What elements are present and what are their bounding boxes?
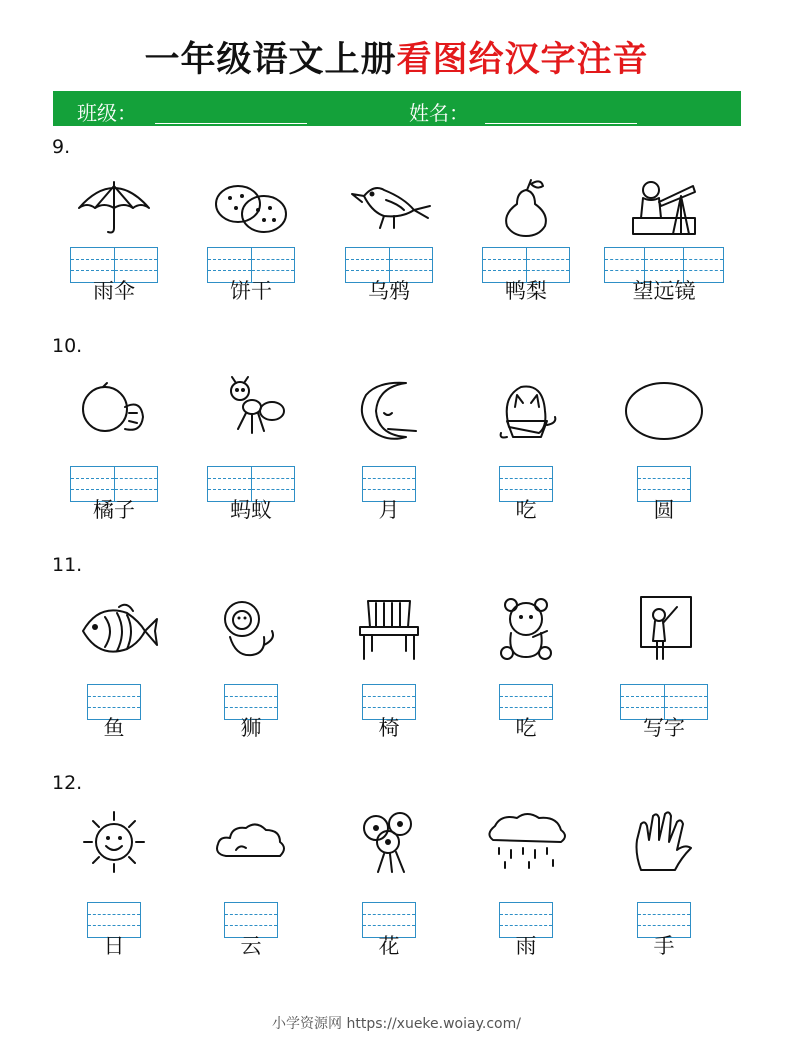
- cat-eating-icon: [481, 377, 571, 439]
- pinyin-cell[interactable]: [500, 685, 552, 719]
- name-label: 姓名：: [409, 101, 469, 125]
- pinyin-cell[interactable]: [88, 685, 140, 719]
- hanzi-word: 椅: [378, 716, 400, 740]
- hanzi-word: 手: [653, 934, 675, 958]
- pinyin-cell[interactable]: [483, 248, 526, 282]
- pinyin-cell[interactable]: [225, 903, 277, 937]
- question-number: 11.: [52, 554, 83, 576]
- hanzi-word: 写字: [643, 716, 685, 740]
- bear-eating-icon: [481, 597, 571, 659]
- pinyin-cell[interactable]: [500, 467, 552, 501]
- hanzi-word: 圆: [653, 498, 675, 522]
- lion-icon: [206, 597, 296, 659]
- pinyin-cell[interactable]: [389, 248, 433, 282]
- flowers-icon: [344, 810, 434, 872]
- pear-icon: [481, 176, 571, 238]
- rain-cloud-icon: [481, 810, 571, 872]
- pinyin-cell[interactable]: [605, 248, 644, 282]
- cloud-icon: [206, 810, 296, 872]
- sun-icon: [69, 810, 159, 872]
- hanzi-word: 鱼: [103, 716, 125, 740]
- hanzi-word: 蚂蚁: [230, 498, 272, 522]
- question-number: 9.: [52, 136, 71, 158]
- title-accent: 看图给汉字注音: [396, 39, 649, 80]
- pinyin-cell[interactable]: [88, 903, 140, 937]
- pinyin-cell[interactable]: [621, 685, 664, 719]
- orange-icon: [69, 377, 159, 439]
- hanzi-word: 雨: [515, 934, 537, 958]
- ant-icon: [206, 377, 296, 439]
- telescope-boy-icon: [619, 176, 709, 238]
- pinyin-cell[interactable]: [208, 248, 251, 282]
- crescent-moon-icon: [344, 377, 434, 439]
- girl-writing-board-icon: [619, 597, 709, 659]
- fish-icon: [69, 597, 159, 659]
- pinyin-cell[interactable]: [251, 248, 295, 282]
- pinyin-cell[interactable]: [71, 248, 114, 282]
- pinyin-cell[interactable]: [644, 248, 684, 282]
- question-number: 10.: [52, 335, 83, 357]
- chair-icon: [344, 597, 434, 659]
- hanzi-word: 橘子: [93, 498, 135, 522]
- pinyin-cell[interactable]: [638, 467, 690, 501]
- circle-icon: [619, 377, 709, 439]
- header-banner: [53, 91, 741, 126]
- class-label: 班级：: [77, 101, 137, 125]
- pinyin-cell[interactable]: [251, 467, 295, 501]
- pinyin-cell[interactable]: [500, 903, 552, 937]
- biscuits-icon: [206, 176, 296, 238]
- pinyin-cell[interactable]: [363, 685, 415, 719]
- pinyin-cell[interactable]: [363, 467, 415, 501]
- hanzi-word: 花: [378, 934, 400, 958]
- hanzi-word: 饼干: [230, 279, 272, 303]
- pinyin-cell[interactable]: [346, 248, 389, 282]
- pinyin-cell[interactable]: [208, 467, 251, 501]
- title-main: 一年级语文上册: [144, 39, 397, 80]
- pinyin-cell[interactable]: [114, 467, 158, 501]
- pinyin-cell[interactable]: [71, 467, 114, 501]
- hand-icon: [619, 810, 709, 872]
- hanzi-word: 望远镜: [632, 279, 696, 303]
- hanzi-word: 月: [378, 498, 400, 522]
- pinyin-cell[interactable]: [225, 685, 277, 719]
- hanzi-word: 吃: [515, 498, 537, 522]
- pinyin-cell[interactable]: [526, 248, 570, 282]
- hanzi-word: 雨伞: [93, 279, 135, 303]
- footer-watermark: 小学资源网 https://xueke.woiay.com/: [272, 1016, 521, 1032]
- pinyin-cell[interactable]: [683, 248, 723, 282]
- hanzi-word: 狮: [240, 716, 262, 740]
- pinyin-cell[interactable]: [363, 903, 415, 937]
- crow-icon: [344, 176, 434, 238]
- class-blank-line: [155, 123, 307, 124]
- hanzi-word: 云: [240, 934, 262, 958]
- page-title: [0, 38, 793, 82]
- pinyin-cell[interactable]: [114, 248, 158, 282]
- hanzi-word: 吃: [515, 716, 537, 740]
- pinyin-cell[interactable]: [638, 903, 690, 937]
- hanzi-word: 鸭梨: [505, 279, 547, 303]
- hanzi-word: 乌鸦: [368, 279, 410, 303]
- question-number: 12.: [52, 772, 83, 794]
- umbrella-icon: [69, 176, 159, 238]
- name-blank-line: [485, 123, 637, 124]
- pinyin-cell[interactable]: [664, 685, 708, 719]
- hanzi-word: 日: [103, 934, 125, 958]
